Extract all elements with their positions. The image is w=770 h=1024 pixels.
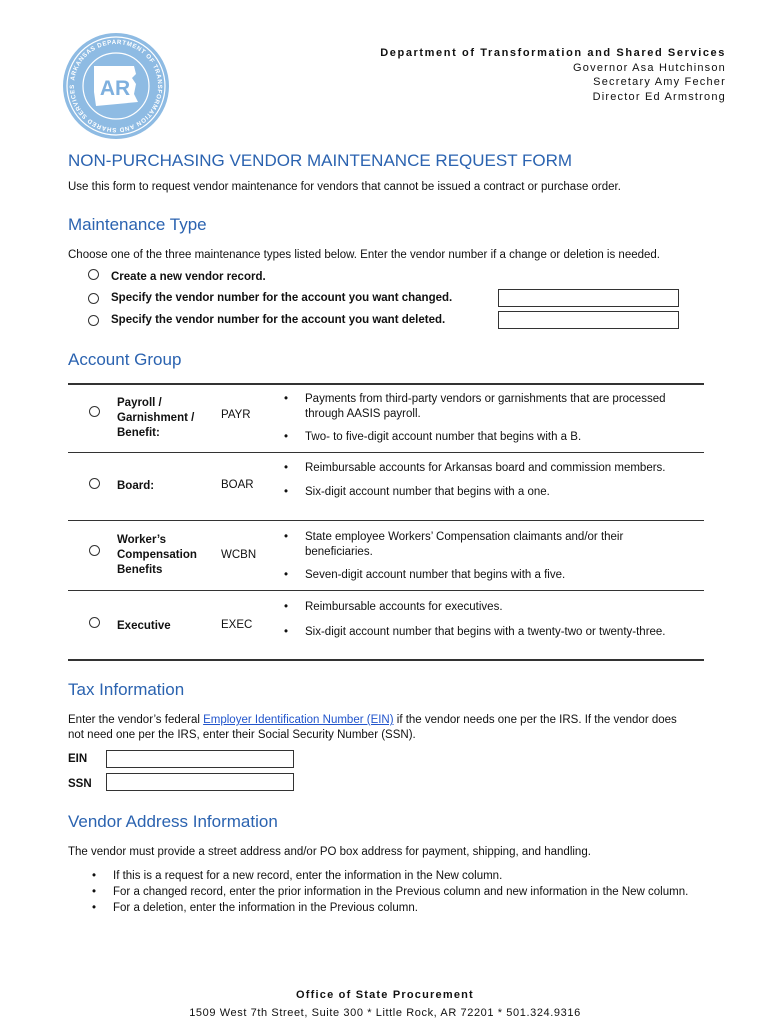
account-group-description xyxy=(282,600,682,648)
maintenance-option-change[interactable] xyxy=(88,292,452,304)
account-group-code: PAYR xyxy=(221,409,251,421)
ssn-input[interactable] xyxy=(106,773,294,791)
account-group-code: WCBN xyxy=(221,549,257,561)
secretary-line: Secretary Amy Fecher xyxy=(593,76,726,88)
delete-vendor-number-input[interactable] xyxy=(498,311,679,329)
table-bottom-rule xyxy=(68,659,704,661)
account-group-code: BOAR xyxy=(221,479,254,491)
account-group-heading: Account Group xyxy=(68,350,182,369)
footer-address: 1509 West 7th Street, Suite 300 * Little Rock, AR 72201 * 501.324.9316 xyxy=(189,1007,581,1019)
description-bullet: • Six-digit account number that begins with a twenty-two or twenty-three. xyxy=(282,625,682,640)
account-group-name: Worker’s Compensation Benefits xyxy=(117,534,197,576)
boar-radio[interactable] xyxy=(89,478,100,489)
table-row-divider xyxy=(68,520,704,521)
description-bullet: • Reimbursable accounts for Arkansas board and commission members. xyxy=(282,461,682,476)
create-radio[interactable] xyxy=(88,269,99,280)
change-radio[interactable] xyxy=(88,293,99,304)
wcbn-radio[interactable] xyxy=(89,545,100,556)
account-group-name: Board: xyxy=(117,480,155,492)
account-group-description xyxy=(282,392,682,454)
maintenance-type-heading: Maintenance Type xyxy=(68,215,207,234)
ein-label: EIN xyxy=(68,753,88,765)
account-group-description xyxy=(282,461,682,508)
tax-information-heading: Tax Information xyxy=(68,680,185,699)
account-group-name: Executive xyxy=(117,620,171,632)
ssn-label: SSN xyxy=(68,778,92,790)
address-instruction-item: • For a deletion, enter the information in the Previous column. xyxy=(92,900,712,916)
director-line: Director Ed Armstrong xyxy=(592,90,726,103)
department-name: Department of Transformation and Shared Services xyxy=(380,47,726,59)
description-bullet: • Six-digit account number that begins with a one. xyxy=(282,485,682,500)
tax-instructions xyxy=(68,713,678,743)
vendor-address-heading: Vendor Address Information xyxy=(68,812,278,831)
create-label: Create a new vendor record. xyxy=(111,271,266,283)
description-bullet: • Payments from third-party vendors or garnishments that are processed through AASIS payroll. xyxy=(282,392,682,421)
vendor-address-instructions xyxy=(92,868,712,916)
address-instruction-item: • For a changed record, enter the prior information in the Previous column and new information in the New column. xyxy=(92,884,712,900)
maintenance-option-create[interactable] xyxy=(88,268,266,283)
ein-link[interactable]: Employer Identification Number (EIN) xyxy=(203,714,394,726)
change-label: Specify the vendor number for the account you want changed. xyxy=(111,292,453,304)
address-instruction-item: • If this is a request for a new record, enter the information in the New column. xyxy=(92,868,712,884)
payr-radio[interactable] xyxy=(89,406,100,417)
tax-text-before: Enter the vendor’s federal xyxy=(68,714,204,726)
delete-label: Specify the vendor number for the account you want deleted. xyxy=(111,314,446,326)
exec-radio[interactable] xyxy=(89,617,100,628)
description-bullet: • Two- to five-digit account number that begins with a B. xyxy=(282,430,682,445)
change-vendor-number-input[interactable] xyxy=(498,289,679,307)
agency-header xyxy=(380,46,726,104)
table-top-rule xyxy=(68,383,704,385)
description-bullet: • Reimbursable accounts for executives. xyxy=(282,600,682,615)
seal-ring-text: ARKANSAS DEPARTMENT OF TRANSFORMATION AND SHARED SERVICES xyxy=(68,38,164,134)
account-group-name: Payroll / Garnishment / Benefit: xyxy=(117,397,195,439)
delete-radio[interactable] xyxy=(88,315,99,326)
department-seal-logo xyxy=(62,32,170,140)
governor-line: Governor Asa Hutchinson xyxy=(573,61,726,74)
vendor-address-intro: The vendor must provide a street address and/or PO box address for payment, shipping, and handling. xyxy=(68,846,591,858)
form-title: NON-PURCHASING VENDOR MAINTENANCE REQUEST FORM xyxy=(68,151,573,170)
maintenance-instructions: Choose one of the three maintenance types listed below. Enter the vendor number if a change or deletion is needed. xyxy=(68,249,660,261)
seal-initials: AR xyxy=(99,77,131,100)
footer-office-name: Office of State Procurement xyxy=(296,989,474,1001)
description-bullet: • Seven-digit account number that begins with a five. xyxy=(282,568,682,583)
account-group-code: EXEC xyxy=(221,619,253,631)
tax-text-after: if the vendor needs one per the IRS. If the vendor does not need one per the IRS, enter their Social Security Number (SSN). xyxy=(68,714,677,741)
account-group-description xyxy=(282,530,682,592)
ein-input[interactable] xyxy=(106,750,294,768)
form-intro: Use this form to request vendor maintenance for vendors that cannot be issued a contract or purchase order. xyxy=(68,181,621,193)
maintenance-option-delete[interactable] xyxy=(88,314,445,326)
description-bullet: • State employee Workers’ Compensation claimants and/or their beneficiaries. xyxy=(282,530,682,559)
